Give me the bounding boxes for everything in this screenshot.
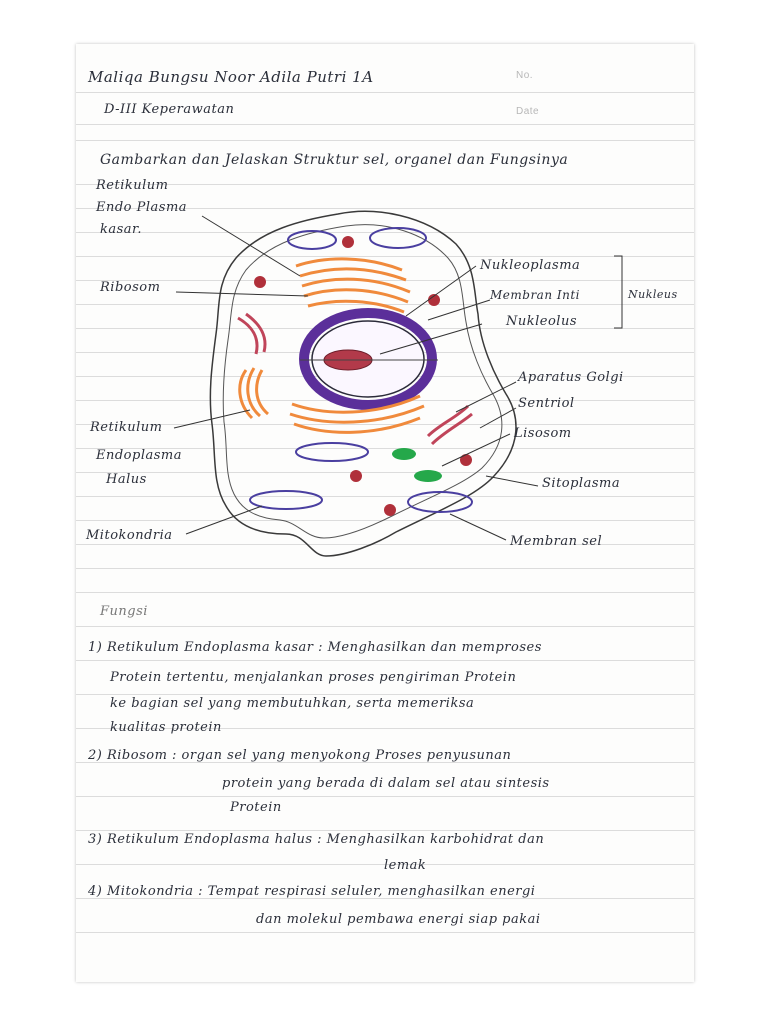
label-nukleus: Nukleus: [628, 288, 678, 301]
pointer-sitoplasma: [486, 476, 538, 486]
rough-er: [296, 259, 410, 312]
function-1-line-1: 1) Retikulum Endoplasma kasar : Menghasilkan dan memproses: [88, 640, 542, 655]
lysosome: [414, 470, 442, 482]
ser-stroke: [257, 370, 268, 414]
ruled-line: [76, 932, 694, 933]
function-4-line-2: dan molekul pembawa energi siap pakai: [256, 912, 541, 927]
ribosome: [342, 236, 354, 248]
function-2-line-2: protein yang berada di dalam sel atau sintesis: [222, 776, 550, 791]
label-ser-line2: Endoplasma: [96, 448, 182, 463]
smooth-er: [240, 368, 268, 418]
label-rer-line2: Endo Plasma: [96, 200, 188, 215]
lysosome: [392, 448, 416, 460]
label-ribosom: Ribosom: [100, 280, 161, 295]
ruled-line: [76, 660, 694, 661]
label-rer-line1: Retikulum: [96, 178, 169, 193]
golgi-stroke: [238, 318, 257, 354]
label-nukleolus: Nukleolus: [506, 314, 578, 329]
mitochondrion: [296, 443, 368, 461]
function-1-line-4: kualitas protein: [110, 720, 222, 735]
student-name: Maliqa Bungsu Noor Adila Putri 1A: [88, 68, 374, 86]
ruled-line: [76, 694, 694, 695]
ribosome: [460, 454, 472, 466]
function-2-line-3: Protein: [230, 800, 282, 815]
label-lisosom: Lisosom: [514, 426, 572, 441]
function-2-line-1: 2) Ribosom : organ sel yang menyokong Proses penyusunan: [88, 748, 512, 763]
mitochondrion: [408, 492, 472, 512]
mitochondrion: [288, 231, 336, 249]
pointer-ribosom: [176, 292, 308, 296]
function-4-line-1: 4) Mitokondria : Tempat respirasi seluler, menghasilkan energi: [88, 884, 536, 899]
pointer-rer: [202, 216, 300, 276]
golgi-apparatus: [428, 406, 472, 444]
label-sitoplasma: Sitoplasma: [542, 476, 621, 491]
golgi-left: [238, 314, 265, 354]
pointer-mitokondria: [186, 506, 262, 534]
function-3-line-1: 3) Retikulum Endoplasma halus : Menghasilkan karbohidrat dan: [88, 832, 545, 847]
function-1-line-3: ke bagian sel yang membutuhkan, serta memeriksa: [110, 696, 475, 711]
date-label: Date: [516, 106, 540, 117]
pointer-nukleoplasma: [406, 266, 476, 316]
no-label: No.: [516, 70, 534, 81]
ruled-line: [76, 830, 694, 831]
pointer-lisosom: [442, 434, 510, 466]
label-mitokondria: Mitokondria: [86, 528, 173, 543]
label-aparatus-golgi: Aparatus Golgi: [518, 370, 624, 385]
ruled-line: [76, 796, 694, 797]
ruled-line: [76, 626, 694, 627]
label-ser-line1: Retikulum: [90, 420, 163, 435]
fungsi-title: Fungsi: [100, 604, 148, 619]
pointer-sentriol: [480, 408, 516, 428]
cell-diagram: [76, 44, 694, 604]
pointer-membran-sel: [450, 514, 506, 540]
nucleus-bracket: [614, 256, 622, 328]
ribosome: [350, 470, 362, 482]
label-sentriol: Sentriol: [518, 396, 575, 411]
question-text: Gambarkan dan Jelaskan Struktur sel, organel dan Fungsinya: [100, 152, 569, 168]
ribosome: [254, 276, 266, 288]
ribosome: [384, 504, 396, 516]
mitochondrion: [370, 228, 426, 248]
notebook-page: [76, 44, 694, 982]
study-program: D-III Keperawatan: [104, 102, 235, 117]
function-3-line-2: lemak: [384, 858, 427, 873]
function-1-line-2: Protein tertentu, menjalankan proses pengiriman Protein: [110, 670, 517, 685]
label-ser-line3: Halus: [106, 472, 147, 487]
label-rer-line3: kasar.: [100, 222, 142, 237]
label-membran-inti: Membran Inti: [490, 288, 581, 302]
label-nukleoplasma: Nukleoplasma: [480, 258, 581, 273]
label-membran-sel: Membran sel: [510, 534, 603, 549]
